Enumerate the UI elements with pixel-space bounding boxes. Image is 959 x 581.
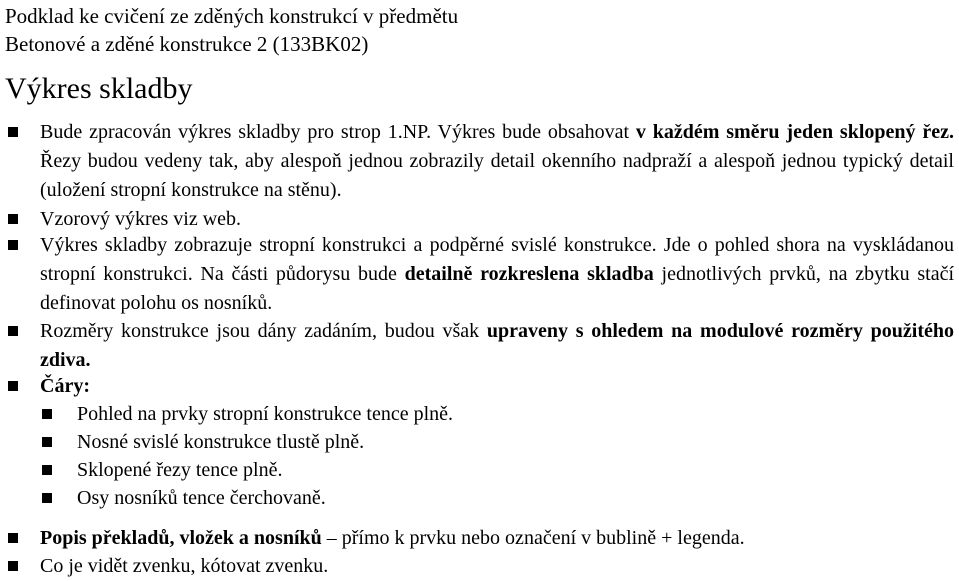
list-item: Výkres skladby zobrazuje stropní konstrukci a podpěrné svislé konstrukce. Jde o pohled shora na vyskládanou stropní konstrukci. Na části půdorysu bude detailně rozkreslena skladba jednotlivých prvků, na zbytku stačí definovat polohu os nosníků.: [40, 234, 955, 314]
sub-list-item: Pohled na prvky stropní konstrukce tence plně.: [77, 403, 454, 425]
sub-list-item: Sklopené řezy tence plně.: [77, 459, 283, 481]
list-item: Vzorový výkres viz web.: [40, 208, 242, 230]
bullet-icon: [42, 465, 52, 475]
bullet-icon: [8, 214, 18, 224]
header-line-2: Betonové a zděné konstrukce 2 (133BK02): [5, 32, 369, 56]
bullet-icon: [8, 561, 18, 571]
bullet-icon: [8, 533, 18, 543]
header-line-1: Podklad ke cvičení ze zděných konstrukcí v předmětu: [5, 4, 459, 28]
bullet-icon: [42, 493, 52, 503]
bullet-icon: [42, 437, 52, 447]
sub-list-item: Nosné svislé konstrukce tlustě plně.: [77, 431, 365, 453]
bullet-icon: [8, 326, 18, 336]
document-header: [5, 2, 458, 58]
bullet-icon: [42, 409, 52, 419]
list-item: Co je vidět zvenku, kótovat zvenku.: [40, 555, 329, 577]
list-item: Čáry:: [40, 375, 90, 397]
sub-list-item: Osy nosníků tence čerchovaně.: [77, 487, 326, 509]
list-item: Bude zpracován výkres skladby pro strop 1.NP. Výkres bude obsahovat v každém směru jeden sklopený řez. Řezy budou vedeny tak, aby alespoň jednou zobrazily detail okenního nadpraží a alespoň jednou typický detail (uložení stropní konstrukce na stěnu).: [40, 121, 954, 201]
page-title: Výkres skladby: [5, 72, 193, 105]
bullet-icon: [8, 381, 18, 391]
list-item: Rozměry konstrukce jsou dány zadáním, budou však upraveny s ohledem na modulové rozměry použitého zdiva.: [40, 320, 954, 371]
bullet-icon: [8, 127, 18, 137]
bullet-icon: [8, 240, 18, 250]
list-item: Popis překladů, vložek a nosníků – přímo k prvku nebo označení v bublině + legenda.: [40, 527, 745, 549]
